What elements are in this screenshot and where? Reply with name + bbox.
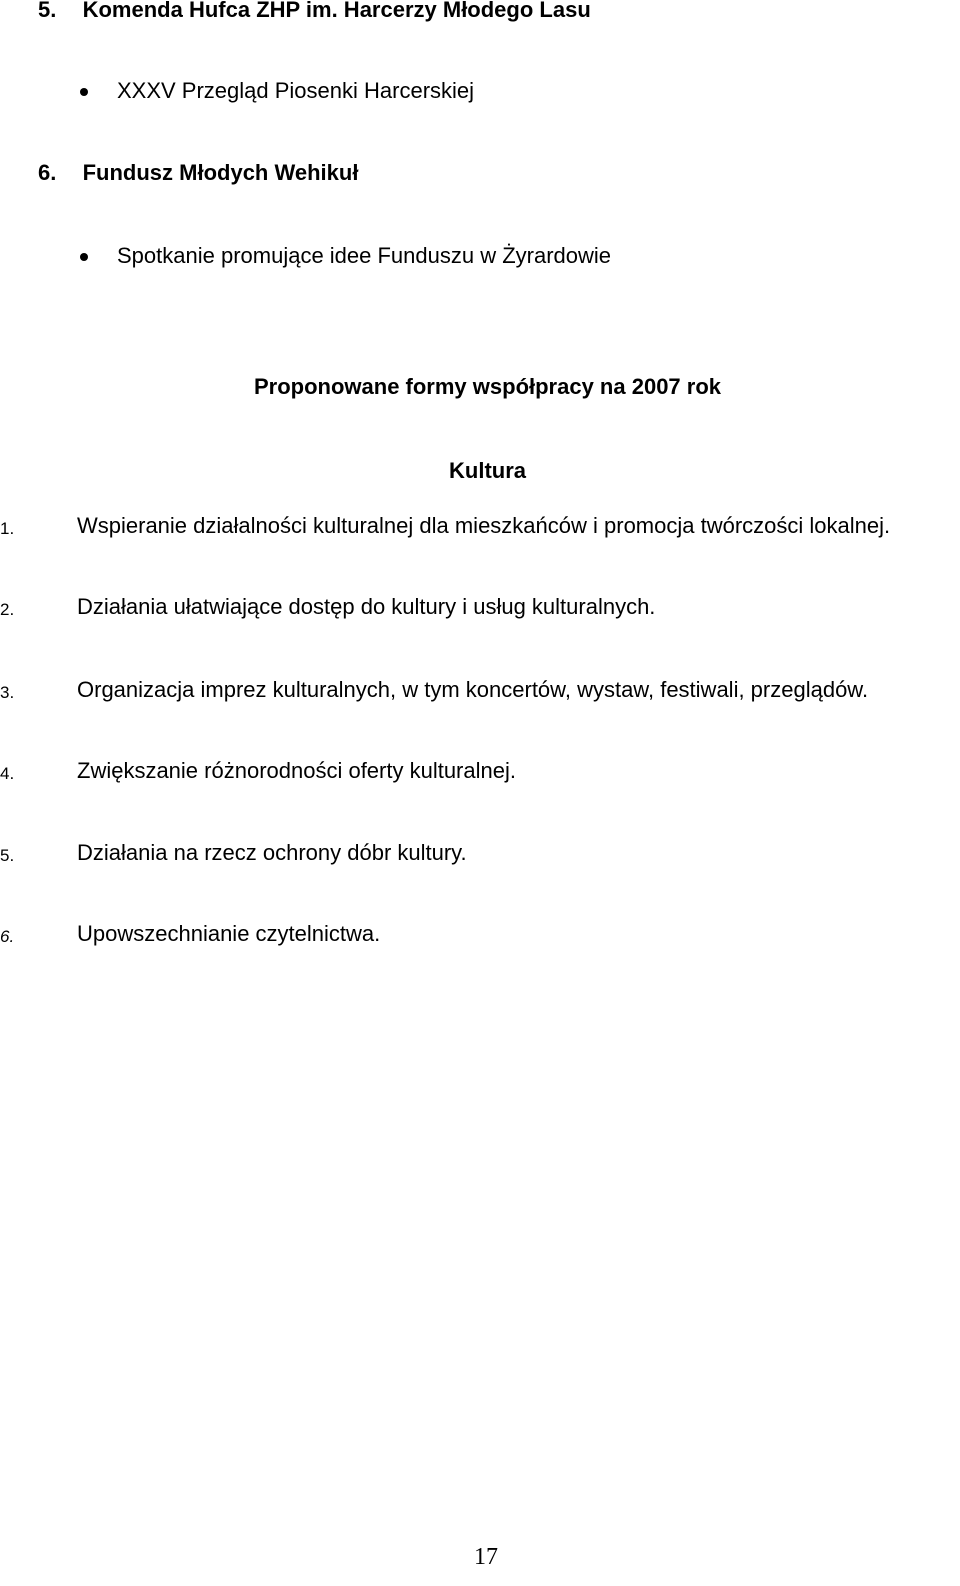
item-number: 1. [0, 519, 15, 538]
item-number: 4. [0, 764, 15, 783]
item-text: Wspieranie działalności kulturalnej dla mieszkańców i promocja twórczości lokalnej. [77, 513, 891, 538]
item-text: Działania na rzecz ochrony dóbr kultury. [77, 840, 467, 865]
item-text: Upowszechnianie czytelnictwa. [77, 921, 381, 946]
section-heading [38, 0, 591, 23]
item-text: Działania ułatwiające dostęp do kultury i usług kulturalnych. [77, 594, 656, 619]
bullet-icon [80, 253, 88, 261]
page-number: 17 [474, 1544, 498, 1570]
section-title: Komenda Hufca ZHP im. Harcerzy Młodego Lasu [82, 0, 591, 22]
list-item: XXXV Przegląd Piosenki Harcerskiej [117, 78, 475, 103]
section-title: Fundusz Młodych Wehikuł [82, 160, 359, 185]
list-item: Spotkanie promujące idee Funduszu w Żyrardowie [117, 243, 612, 268]
item-number: 6. [0, 927, 15, 946]
item-number: 3. [0, 683, 15, 702]
item-text: Organizacja imprez kulturalnych, w tym koncertów, wystaw, festiwali, przeglądów. [77, 677, 869, 702]
section-heading [38, 160, 358, 186]
section-number: 6. [38, 160, 57, 185]
page-heading: Proponowane formy współpracy na 2007 rok [253, 374, 722, 399]
item-number: 5. [0, 846, 15, 865]
item-number: 2. [0, 600, 15, 619]
page-subheading: Kultura [449, 458, 526, 483]
item-text: Zwiększanie różnorodności oferty kulturalnej. [77, 758, 516, 783]
section-number: 5. [38, 0, 57, 22]
bullet-icon [80, 88, 88, 96]
